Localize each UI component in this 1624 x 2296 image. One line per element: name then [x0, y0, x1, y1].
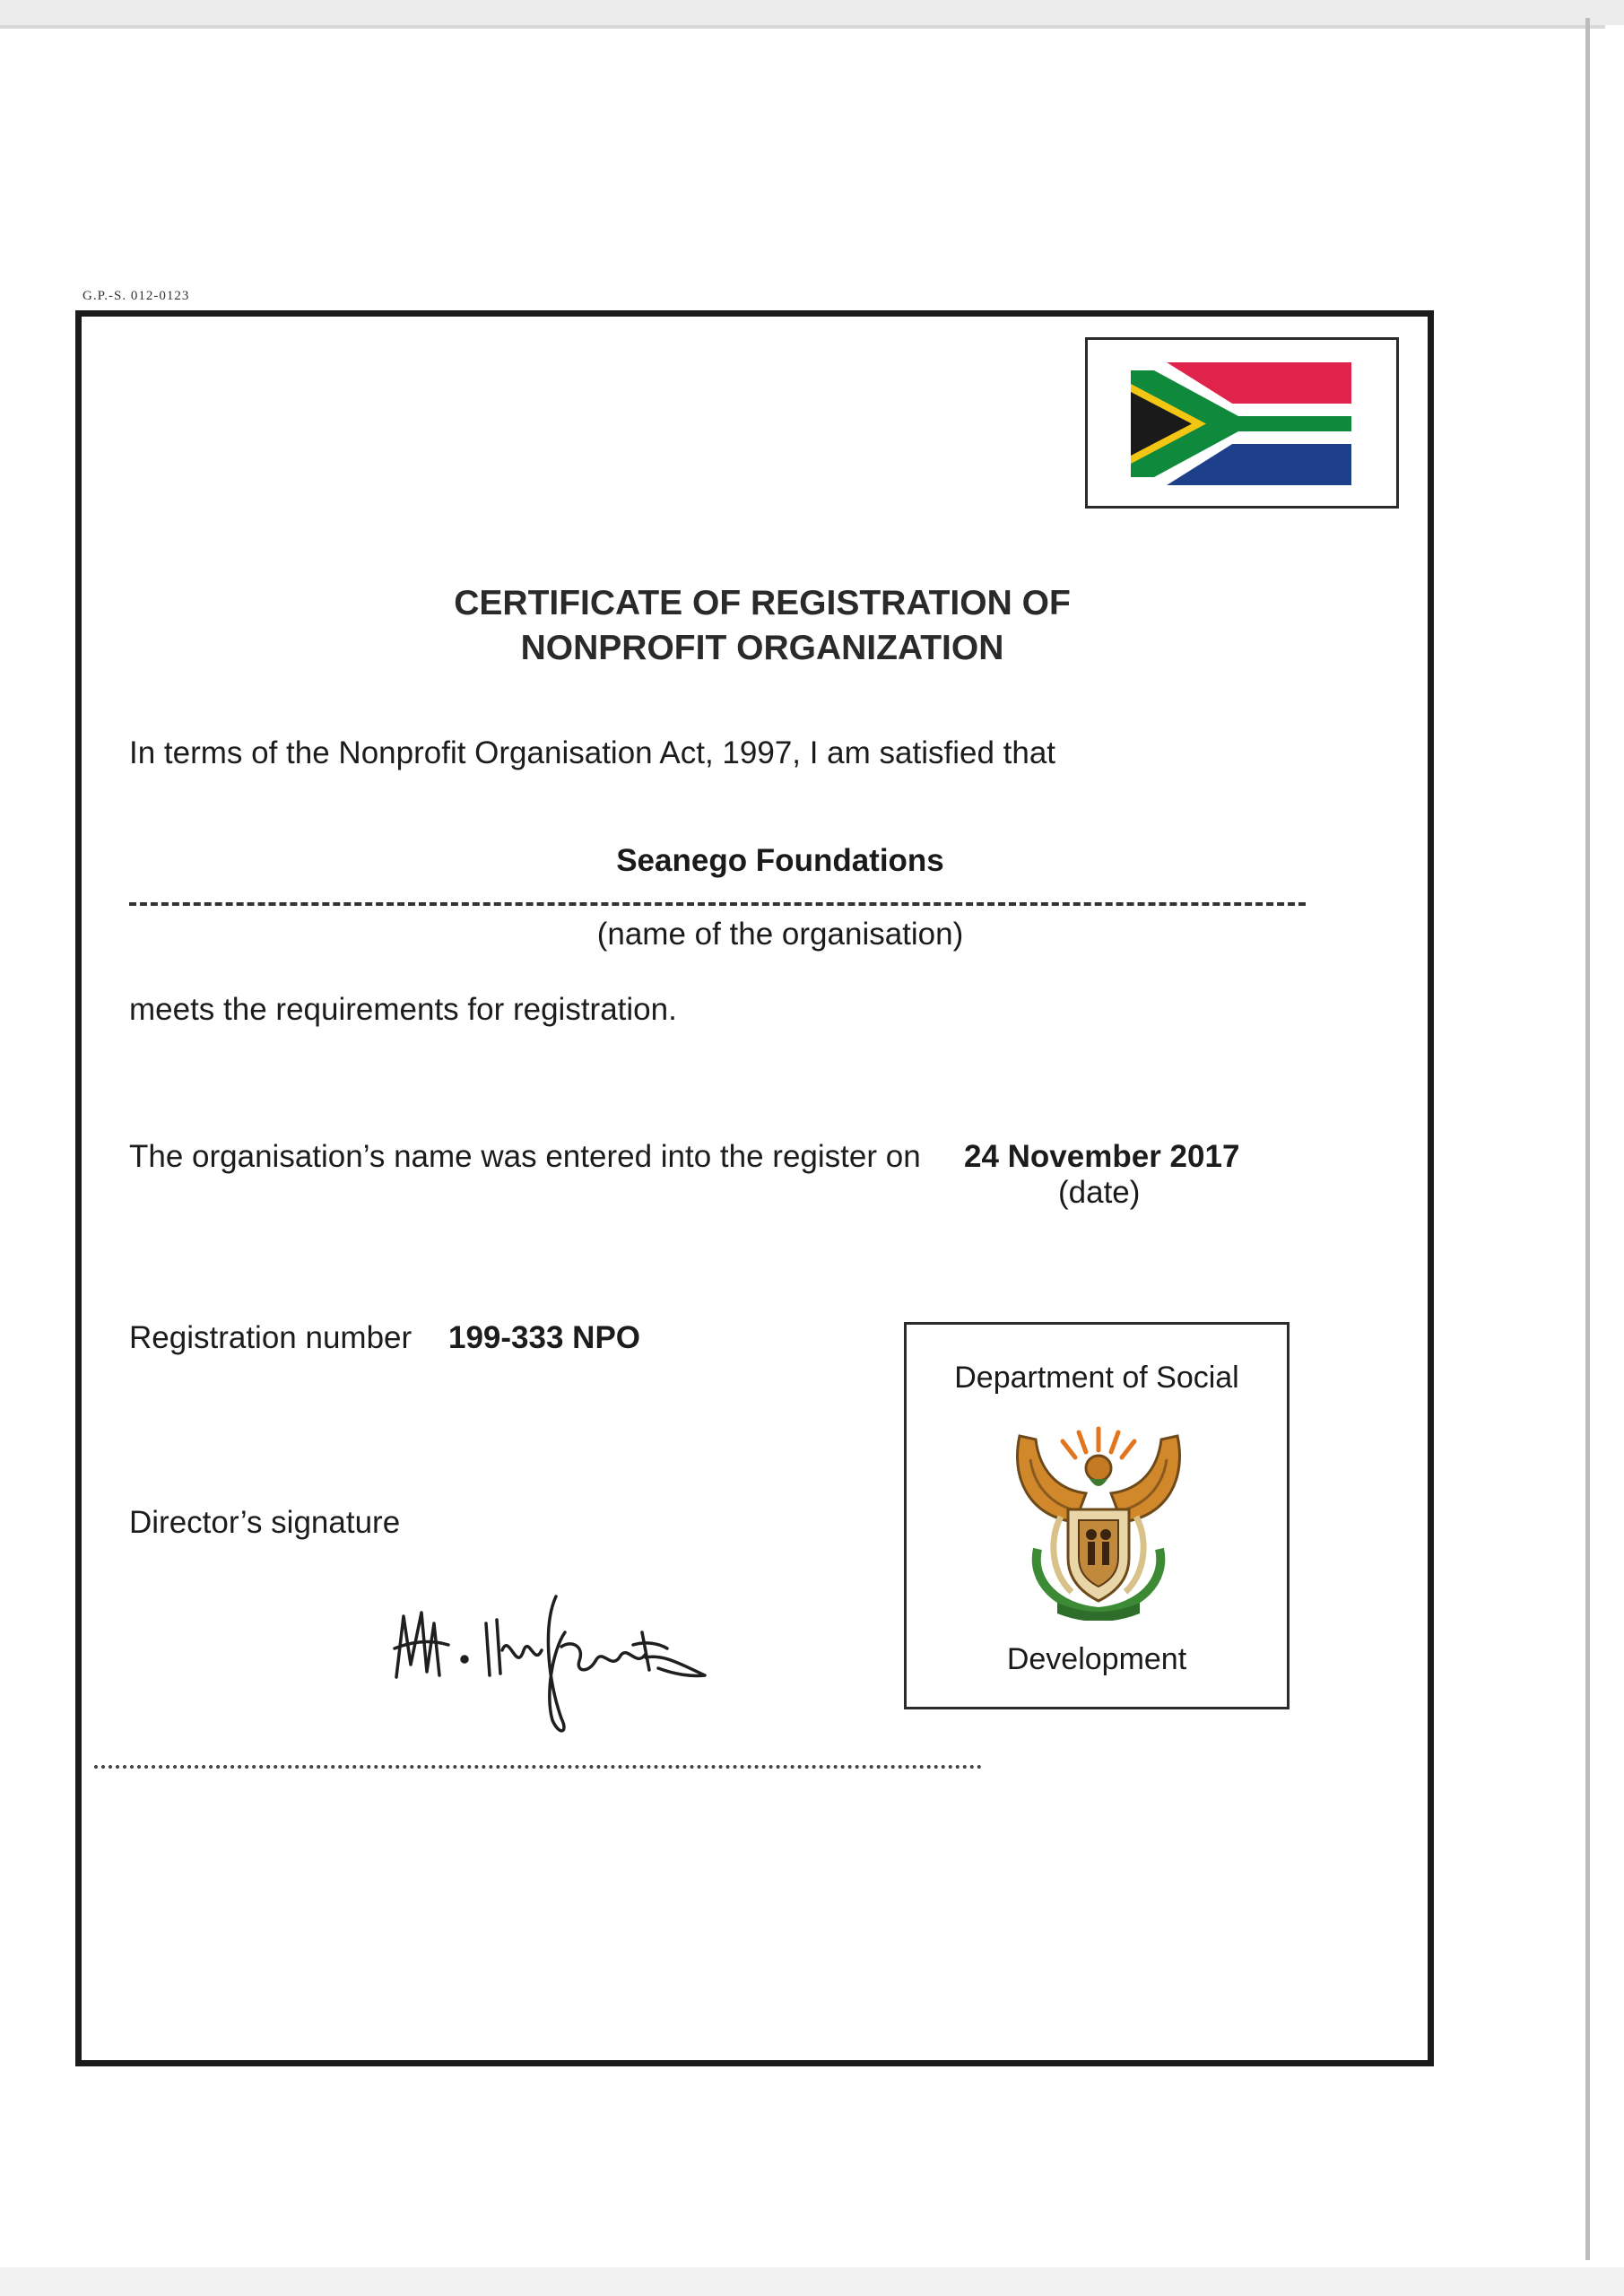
south-africa-flag-icon: [1131, 362, 1351, 485]
title-line-2: NONPROFIT ORGANIZATION: [520, 629, 1004, 667]
scan-bottom-edge: [0, 2267, 1624, 2296]
requirements-text: meets the requirements for registration.: [129, 992, 677, 1027]
flag-box: [1085, 337, 1399, 509]
certificate-title: [269, 581, 1255, 671]
form-code: G.P.-S. 012-0123: [83, 289, 190, 303]
scan-right-edge: [1585, 18, 1590, 2260]
handwritten-signature: [377, 1561, 735, 1740]
scan-top-edge: [0, 0, 1624, 25]
registration-number: 199-333 NPO: [448, 1320, 641, 1355]
organisation-dashed-line: [129, 902, 1306, 906]
seal-bottom-text: Development: [1006, 1642, 1187, 1676]
signature-label: Director’s signature: [129, 1505, 401, 1540]
department-seal: [904, 1322, 1290, 1709]
signature-dotted-line: [94, 1765, 982, 1769]
organisation-name: Seanego Foundations: [616, 843, 944, 878]
register-date: 24 November 2017: [964, 1139, 1240, 1174]
scan-top-shadow: [0, 25, 1605, 29]
certificate-frame: [75, 310, 1434, 2066]
organisation-caption: (name of the organisation): [596, 917, 964, 952]
coat-of-arms-icon: [1003, 1423, 1194, 1621]
register-text: The organisation’s name was entered into the register on: [129, 1139, 921, 1174]
date-caption: (date): [1058, 1175, 1141, 1210]
registration-label: Registration number: [129, 1320, 413, 1355]
title-line-1: CERTIFICATE OF REGISTRATION OF: [454, 584, 1071, 622]
seal-top-text: Department of Social: [954, 1361, 1239, 1395]
intro-text: In terms of the Nonprofit Organisation Act, 1997, I am satisfied that: [129, 735, 1056, 770]
